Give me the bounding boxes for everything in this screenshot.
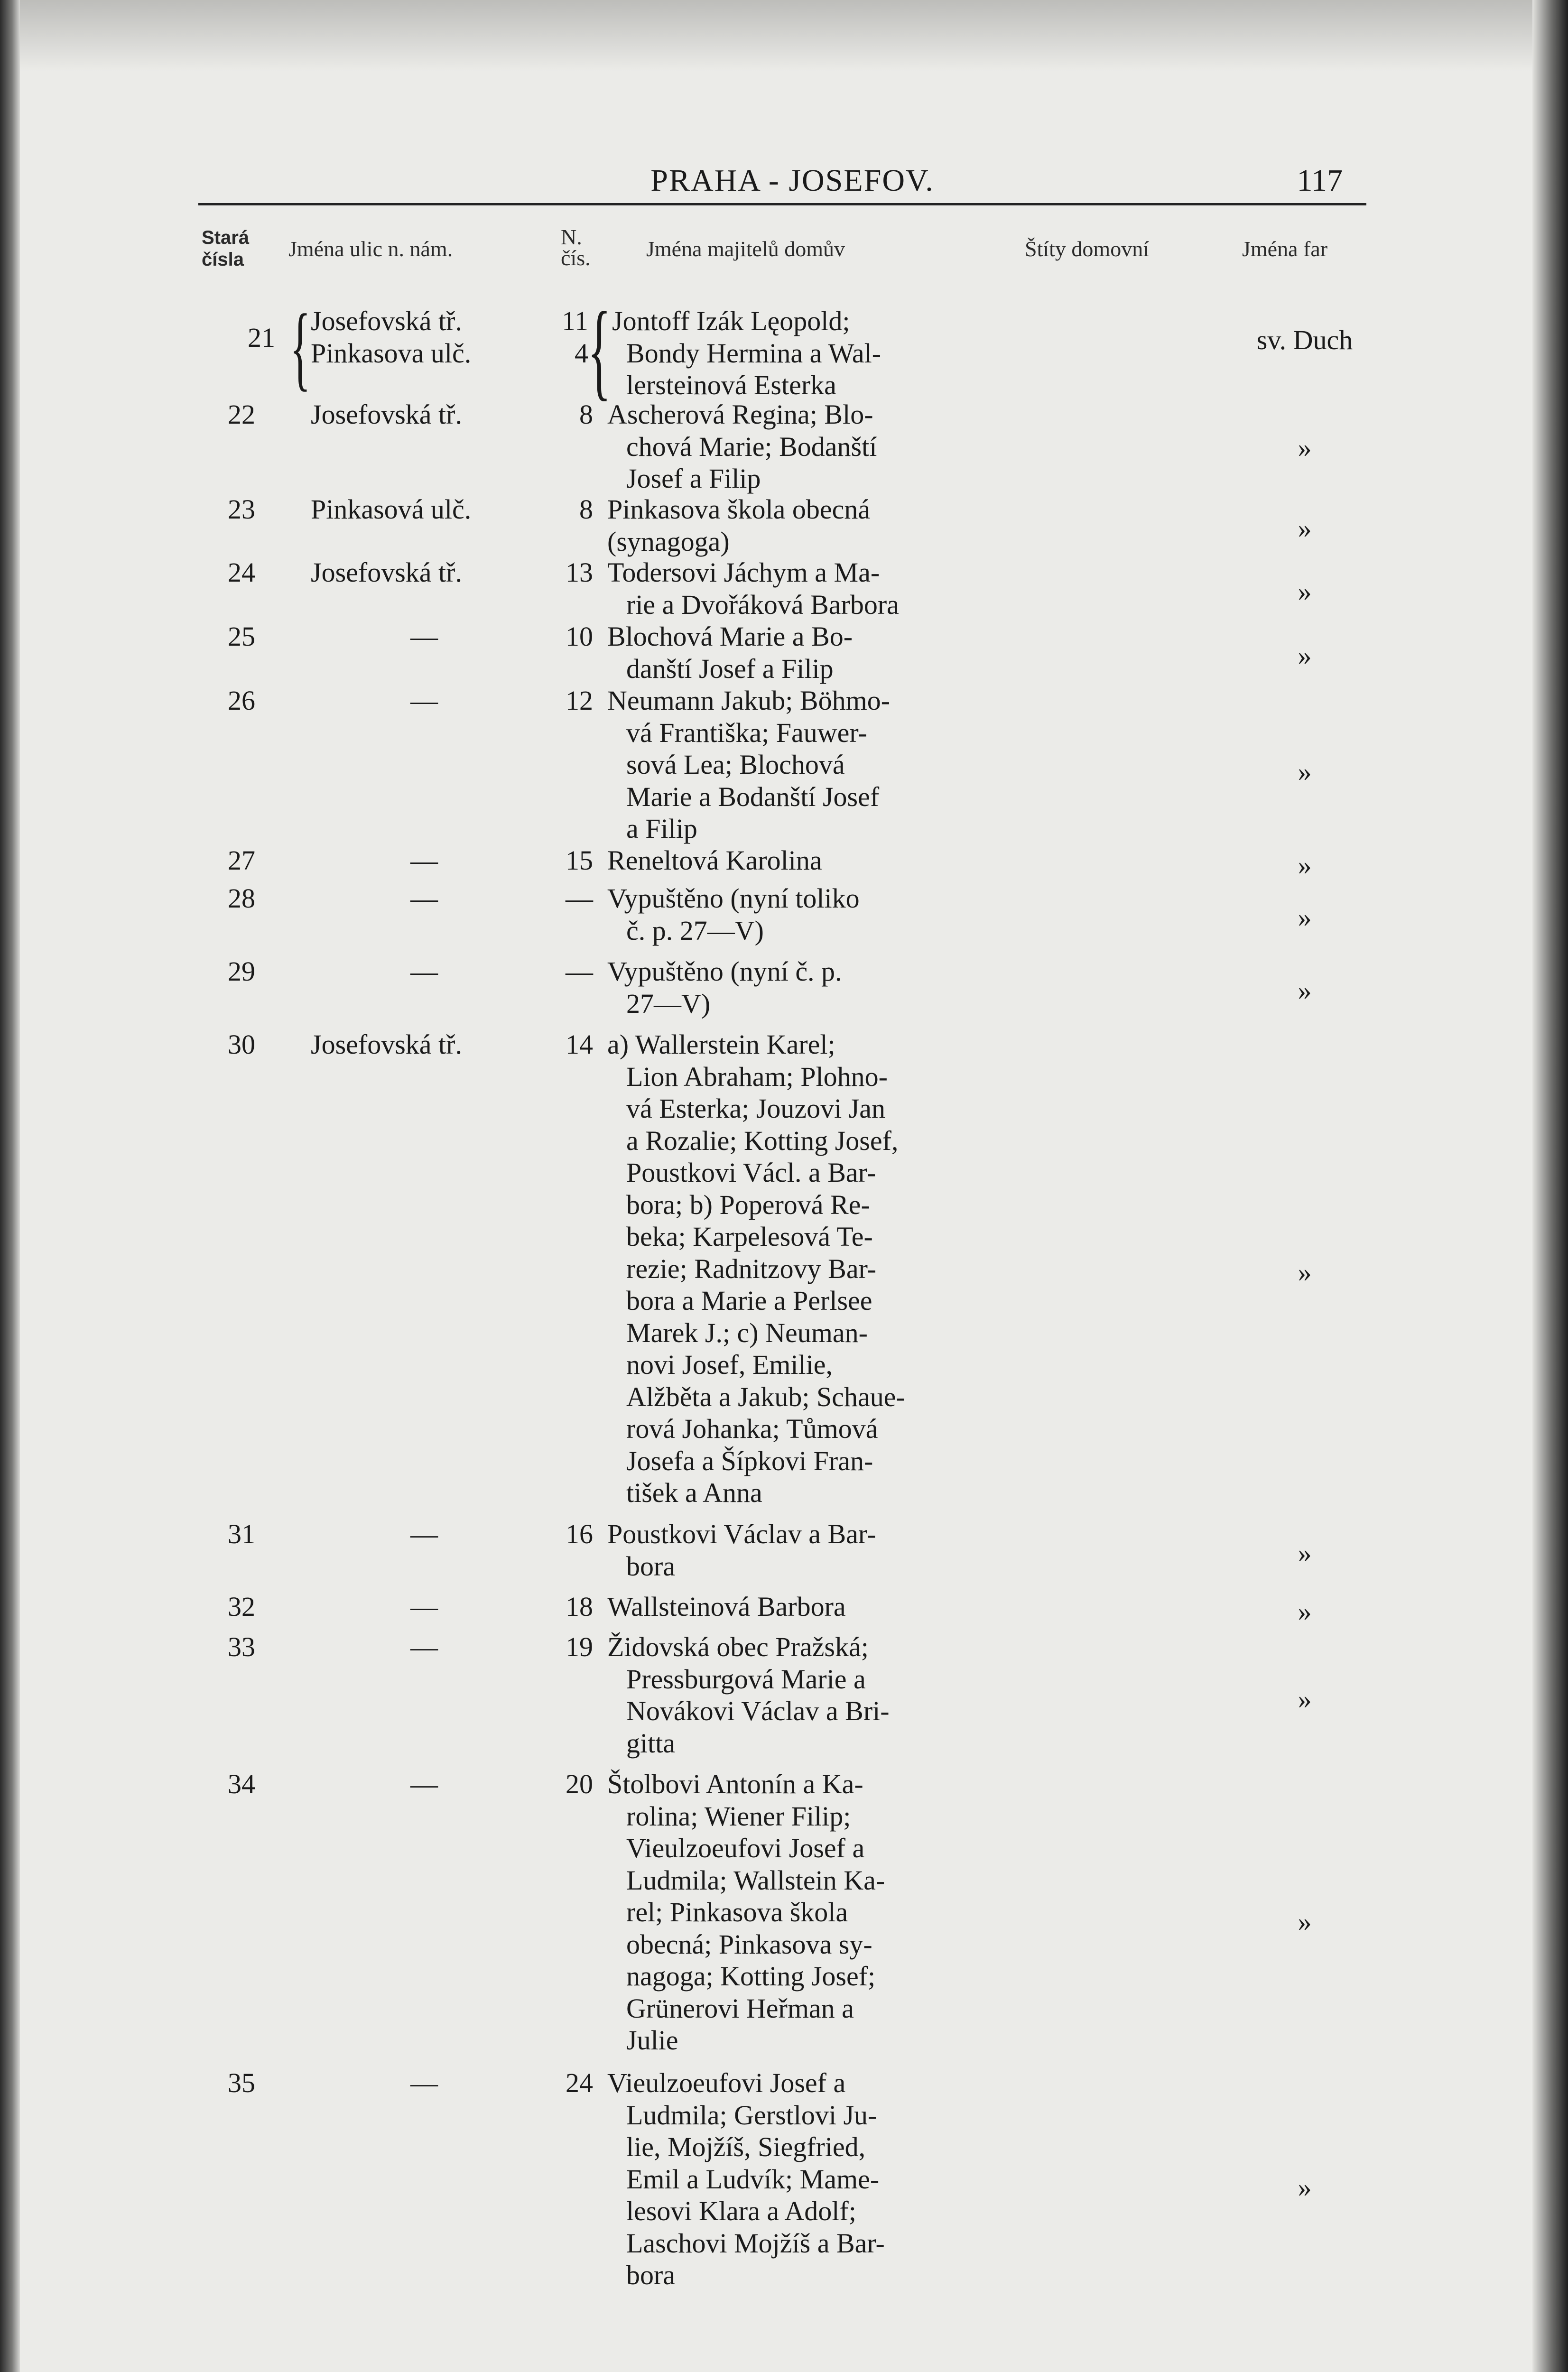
- ditto-mark: »: [1298, 975, 1312, 1006]
- ditto-mark: »: [1298, 432, 1312, 463]
- brace-left: {: [290, 295, 311, 400]
- ditto-mark: »: [1298, 756, 1312, 787]
- ditto-mark: »: [1298, 640, 1312, 671]
- street-name: —: [410, 956, 438, 987]
- house-number: 24: [566, 2067, 593, 2098]
- street-name: Josefovská tř.: [311, 557, 462, 588]
- row-number: 31: [228, 1519, 255, 1549]
- brace-right: {: [587, 289, 612, 410]
- col-header-signs: Štíty domovní: [1025, 237, 1149, 261]
- row-number: 25: [228, 621, 255, 652]
- house-number: 20: [566, 1769, 593, 1799]
- street-name: —: [410, 1769, 438, 1799]
- owner-names: Neumann Jakub; Böhmo- vá Františka; Fauwer- sová Lea; Blochová Marie a Bodanští Josef a Filip: [607, 685, 891, 844]
- owner-names: Vypuštěno (nyní toliko č. p. 27—V): [607, 883, 860, 946]
- row-number: 33: [228, 1631, 255, 1662]
- street-name: Josefovská tř.: [311, 1029, 462, 1060]
- street-name: —: [410, 845, 438, 876]
- house-number: 8: [579, 399, 593, 430]
- ditto-mark: »: [1298, 1684, 1312, 1714]
- house-number: —: [566, 956, 593, 987]
- owner-names: Blochová Marie a Bo- danští Josef a Filip: [607, 621, 853, 684]
- row-number: 30: [228, 1029, 255, 1060]
- ditto-mark: »: [1298, 513, 1312, 544]
- street-name: —: [410, 1631, 438, 1662]
- col-header-house-number: N. čís.: [561, 225, 591, 270]
- house-number: 13: [566, 557, 593, 588]
- scan-shadow-top: [0, 0, 1568, 71]
- owner-names: Vypuštěno (nyní č. p. 27—V): [607, 956, 842, 1019]
- house-number: 12: [566, 685, 593, 716]
- street-name: —: [410, 1519, 438, 1549]
- row-number: 23: [228, 494, 255, 525]
- page-number: 117: [1297, 163, 1343, 198]
- owner-names: Pinkasova škola obecná (synagoga): [607, 494, 871, 557]
- house-number: 18: [566, 1591, 593, 1622]
- owner-names: Ascherová Regina; Blo- chová Marie; Bodanští Josef a Filip: [607, 399, 877, 494]
- row-number: 26: [228, 685, 255, 716]
- street-name: Pinkasová ulč.: [311, 494, 472, 525]
- row-number: 32: [228, 1591, 255, 1622]
- street-name: —: [410, 621, 438, 652]
- owner-names: Židovská obec Pražská; Pressburgová Marie a Novákovi Václav a Bri- gitta: [607, 1631, 890, 1759]
- owner-names: Štolbovi Antonín a Ka- rolina; Wiener Filip; Vieulzoeufovi Josef a Ludmila; Wallstein Ka- rel; Pinkasova škola obecná; Pinkasova sy- nagoga; Kotting Josef; Grünerovi Heřman a Julie: [607, 1769, 885, 2056]
- col-header-parish: Jména far: [1242, 237, 1328, 261]
- street-name: —: [410, 685, 438, 716]
- house-number: 14: [566, 1029, 593, 1060]
- street-name: Josefovská tř.: [311, 399, 462, 430]
- owner-names: Jontoff Izák Lęopold; Bondy Hermina a Wal- lersteinová Esterka: [612, 306, 881, 400]
- ditto-mark: »: [1298, 1906, 1312, 1937]
- house-number: 8: [579, 494, 593, 525]
- owner-names: Wallsteinová Barbora: [607, 1591, 846, 1622]
- row-number: 29: [228, 956, 255, 987]
- house-number: —: [566, 883, 593, 914]
- ditto-mark: »: [1298, 902, 1312, 933]
- header-rule: [198, 203, 1366, 205]
- owner-names: a) Wallerstein Karel; Lion Abraham; Plohno- vá Esterka; Jouzovi Jan a Rozalie; Kotting Josef, Poustkovi Václ. a Bar- bora; b) Poperová Re- beka; Karpelesová Te- rezie; Radnitzovy Bar- bora a Marie a Perlsee Marek J.; c) Neuman- novi Josef, Emilie, Alžběta a Jakub; Schaue- rová Johanka; Tůmová Josefa a Šípkovi Fran- tišek a Anna: [607, 1029, 905, 1508]
- row-number: 34: [228, 1769, 255, 1799]
- col-header-old-number: Stará čísla: [202, 227, 250, 270]
- ditto-mark: »: [1298, 1596, 1312, 1627]
- row-number: 21: [248, 322, 275, 353]
- row-number: 22: [228, 399, 255, 430]
- col-header-owners: Jména majitelů domův: [646, 237, 845, 261]
- street-name: Josefovská tř. Pinkasova ulč.: [311, 306, 472, 369]
- house-number: 10: [566, 621, 593, 652]
- ditto-mark: »: [1298, 850, 1312, 880]
- row-number: 24: [228, 557, 255, 588]
- house-number: 19: [566, 1631, 593, 1662]
- page-title: PRAHA - JOSEFOV.: [650, 163, 934, 198]
- row-number: 28: [228, 883, 255, 914]
- owner-names: Vieulzoeufovi Josef a Ludmila; Gerstlovi Ju- lie, Mojžíš, Siegfried, Emil a Ludvík; Mame- lesovi Klara a Adolf; Laschovi Mojžíš a Bar- bora: [607, 2067, 885, 2290]
- row-number: 35: [228, 2067, 255, 2098]
- house-number: 15: [566, 845, 593, 876]
- owner-names: Reneltová Karolina: [607, 845, 822, 876]
- house-number: 11 4: [562, 306, 588, 369]
- scan-shadow-left: [0, 0, 20, 2372]
- ditto-mark: »: [1298, 2172, 1312, 2203]
- ditto-mark: »: [1298, 1538, 1312, 1568]
- scan-shadow-right: [1532, 0, 1568, 2372]
- street-name: —: [410, 883, 438, 914]
- owner-names: Poustkovi Václav a Bar- bora: [607, 1519, 876, 1582]
- row-number: 27: [228, 845, 255, 876]
- ditto-mark: »: [1298, 576, 1312, 607]
- owner-names: Todersovi Jáchym a Ma- rie a Dvořáková Barbora: [607, 557, 899, 620]
- col-header-street: Jména ulic n. nám.: [288, 237, 453, 261]
- parish-name: sv. Duch: [1256, 324, 1353, 355]
- ditto-mark: »: [1298, 1257, 1312, 1288]
- street-name: —: [410, 2067, 438, 2098]
- street-name: —: [410, 1591, 438, 1622]
- house-number: 16: [566, 1519, 593, 1549]
